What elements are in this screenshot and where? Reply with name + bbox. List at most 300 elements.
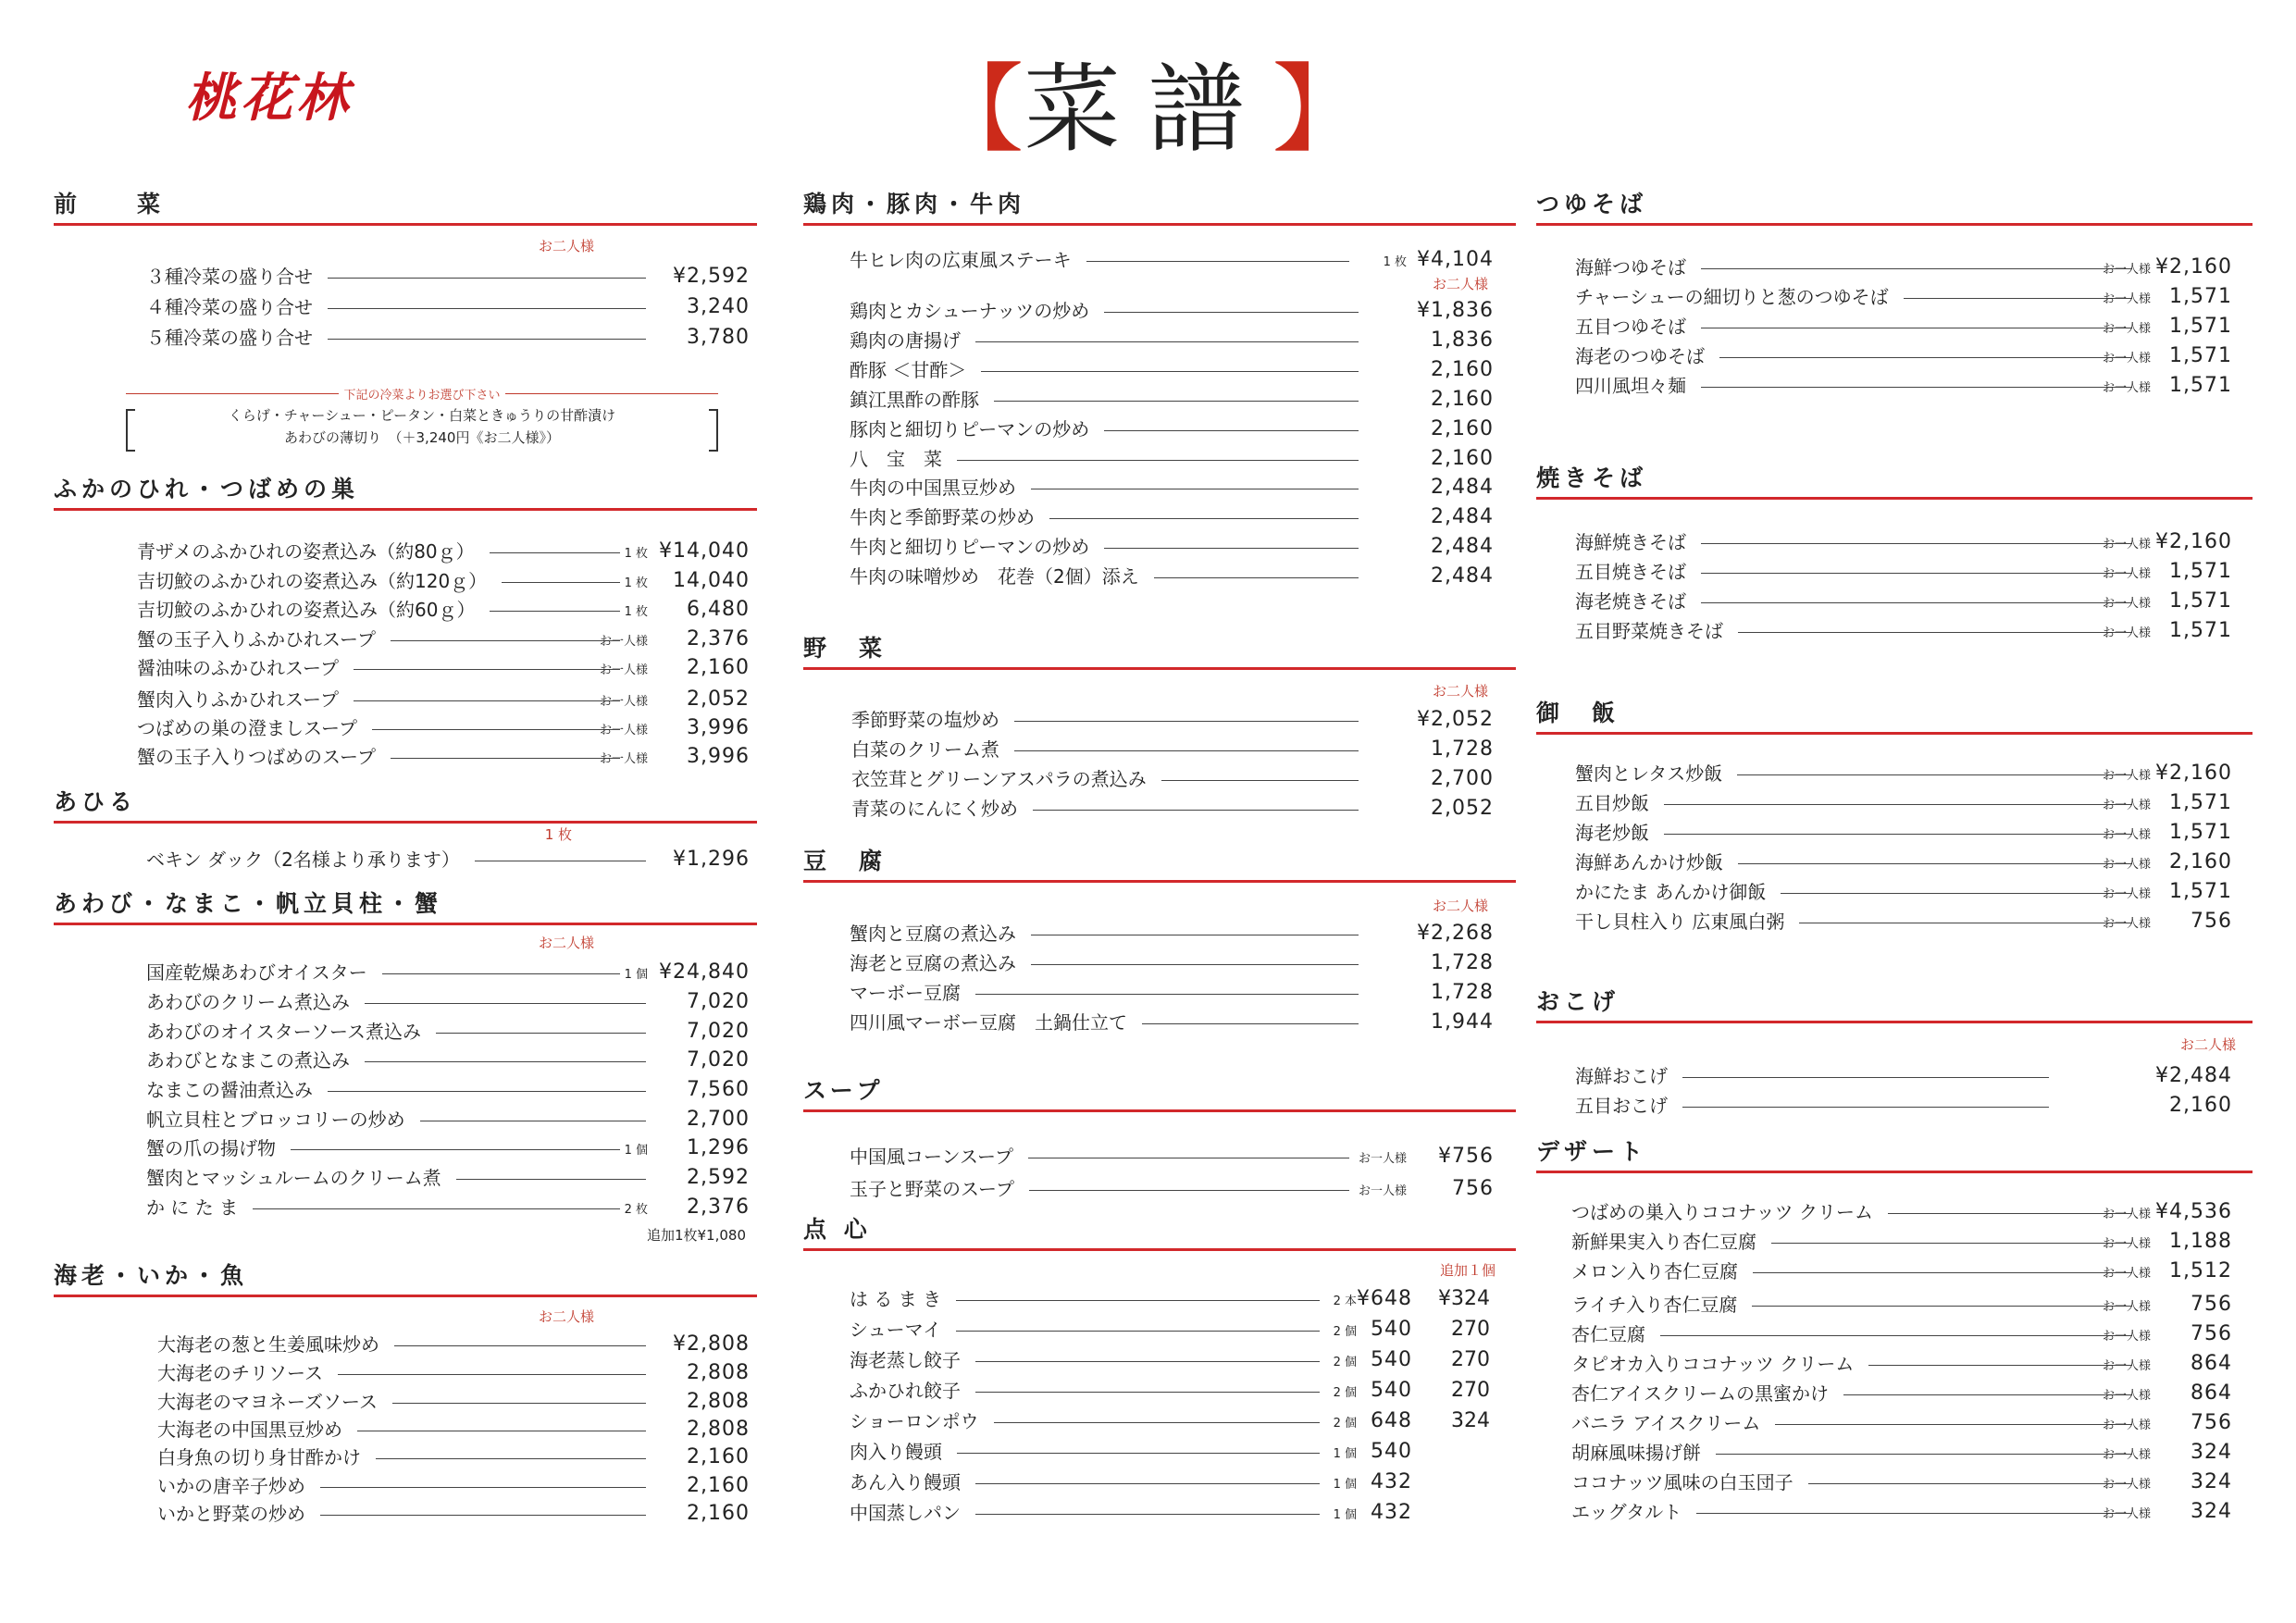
menu-item[interactable]: [54, 1163, 757, 1193]
menu-item[interactable]: [54, 537, 757, 566]
leader-line: [1781, 893, 2132, 894]
leader-line: [328, 339, 646, 340]
menu-item[interactable]: [54, 566, 757, 596]
menu-item-price: 1,571: [2169, 791, 2232, 814]
menu-item[interactable]: [803, 794, 1516, 824]
menu-item[interactable]: [1536, 907, 2253, 936]
menu-item-name: 牛肉と細切りピーマンの炒め: [850, 532, 1089, 562]
menu-item-name: 蟹肉と豆腐の煮込み: [850, 919, 1016, 948]
menu-item-extra-price: 270: [1451, 1379, 1490, 1402]
menu-item-name: 大海老のチリソース: [157, 1358, 323, 1388]
menu-item-price: 324: [2191, 1500, 2232, 1523]
menu-item[interactable]: [54, 292, 757, 322]
menu-item[interactable]: [803, 1437, 1516, 1467]
menu-item[interactable]: [803, 562, 1516, 591]
menu-item[interactable]: [803, 532, 1516, 562]
section-title: 点 心: [803, 1216, 872, 1243]
serving-note: お二人様: [538, 935, 594, 951]
menu-item-price: 3,780: [687, 326, 750, 349]
leader-line: [1696, 1513, 2132, 1514]
serving-unit: お一人様: [2102, 1359, 2151, 1373]
menu-item[interactable]: [1536, 1319, 2253, 1349]
leader-line: [1752, 1306, 2132, 1307]
menu-section-dessert: [1536, 1138, 2253, 1165]
leader-line: [1753, 1272, 2132, 1273]
menu-item[interactable]: [803, 326, 1516, 355]
menu-item-name: 胡麻風味揚げ餅: [1571, 1438, 1701, 1468]
menu-section-yasai: [803, 635, 1516, 662]
menu-item-price: 2,808: [687, 1361, 750, 1384]
menu-item[interactable]: [803, 1008, 1516, 1037]
leader-line: [1086, 261, 1349, 262]
menu-item[interactable]: [1536, 253, 2253, 282]
menu-item[interactable]: [1536, 1497, 2253, 1527]
serving-unit: 1 個: [1333, 1478, 1357, 1492]
title-text: 菜譜: [1024, 53, 1272, 166]
menu-item[interactable]: [803, 764, 1516, 794]
menu-item-name: 大海老の中国黒豆炒め: [157, 1415, 342, 1444]
menu-item[interactable]: [1536, 527, 2253, 557]
serving-unit: お一人様: [2102, 799, 2151, 812]
menu-item-price: ¥648: [1357, 1287, 1412, 1310]
menu-item[interactable]: [54, 262, 757, 291]
leader-line: [975, 341, 1359, 342]
menu-item-price: 756: [2191, 910, 2232, 933]
menu-item[interactable]: [803, 1174, 1516, 1204]
section-title: スープ: [803, 1077, 885, 1104]
menu-item[interactable]: [1536, 818, 2253, 848]
section-divider: [1536, 1021, 2253, 1023]
menu-section-awabi: [54, 890, 757, 917]
menu-item-name: ５種冷菜の盛り合せ: [146, 323, 313, 353]
serving-unit: 1 個: [624, 968, 648, 982]
menu-item-price: 2,376: [687, 627, 750, 650]
menu-item-name: 牛肉の味噌炒め 花巻（2個）添え: [850, 562, 1139, 591]
menu-item-name: 海鮮あんかけ炒飯: [1575, 848, 1723, 877]
menu-item-name: 牛肉の中国黒豆炒め: [850, 473, 1016, 502]
section-divider: [1536, 223, 2253, 226]
section-title: 豆 腐: [803, 848, 887, 874]
menu-item-price: 2,484: [1431, 535, 1494, 558]
serving-unit: お一人様: [2102, 1237, 2151, 1251]
leader-line: [975, 1483, 1320, 1484]
menu-item-price: 756: [2191, 1322, 2232, 1345]
menu-item-price: ¥14,040: [659, 539, 750, 563]
menu-item[interactable]: [54, 987, 757, 1017]
menu-item[interactable]: [1536, 1468, 2253, 1497]
menu-item-price: 1,571: [2169, 285, 2232, 308]
serving-unit: お一人様: [2102, 263, 2151, 277]
menu-item[interactable]: [803, 355, 1516, 385]
leader-line: [1843, 1394, 2132, 1395]
menu-item[interactable]: [1536, 1408, 2253, 1438]
menu-section-fukahire: [54, 476, 757, 502]
menu-item-price: 756: [2191, 1411, 2232, 1434]
menu-item-price: 1,571: [2169, 589, 2232, 613]
leader-line: [382, 973, 620, 974]
menu-item-price: 1,571: [2169, 880, 2232, 903]
menu-item-name: あわびのオイスターソース煮込み: [146, 1017, 421, 1047]
menu-item[interactable]: [1536, 848, 2253, 877]
leader-line: [365, 1003, 646, 1004]
menu-item-name: ベキン ダック（2名様より承ります）: [146, 845, 460, 874]
menu-item[interactable]: [54, 1358, 757, 1388]
serving-unit: お一人様: [2102, 1300, 2151, 1314]
menu-section-ebi: [54, 1262, 757, 1289]
menu-item-price: 864: [2191, 1352, 2232, 1375]
menu-item-name: 衣笠茸とグリーンアスパラの煮込み: [851, 764, 1147, 794]
serving-unit: 1 枚: [1383, 255, 1407, 269]
menu-item[interactable]: [1536, 371, 2253, 401]
serving-unit: 2 個: [1333, 1417, 1357, 1431]
menu-item-name: 中国風コーンスープ: [850, 1142, 1013, 1171]
menu-item[interactable]: [1536, 1349, 2253, 1379]
menu-section-tofu: [803, 848, 1516, 874]
leader-line: [1104, 312, 1359, 313]
menu-item-price: 1,571: [2169, 344, 2232, 367]
menu-item-price: ¥2,160: [2155, 762, 2232, 785]
leader-line: [456, 1179, 646, 1180]
menu-item[interactable]: [803, 415, 1516, 444]
leader-line: [392, 1403, 646, 1404]
menu-item-price: ¥24,840: [659, 960, 750, 984]
menu-item-price: ¥2,484: [2155, 1064, 2232, 1087]
menu-item[interactable]: [54, 742, 757, 772]
leader-line: [975, 1392, 1320, 1393]
menu-item[interactable]: [803, 1315, 1516, 1344]
menu-item-price: 1,836: [1431, 328, 1494, 352]
menu-item-name: バニラ アイスクリーム: [1571, 1408, 1760, 1438]
serving-unit: お一人様: [2102, 769, 2151, 783]
serving-unit: 1 枚: [624, 576, 648, 590]
leader-line: [328, 1091, 646, 1092]
menu-item[interactable]: [803, 1142, 1516, 1171]
serving-unit: お一人様: [2102, 1507, 2151, 1521]
leader-line: [1154, 577, 1359, 578]
menu-item[interactable]: [1536, 1091, 2253, 1121]
leader-line: [394, 1345, 646, 1346]
menu-item-price: 540: [1371, 1348, 1412, 1371]
menu-item-name: 蟹の爪の揚げ物: [146, 1134, 276, 1163]
menu-item-price: 1,296: [687, 1136, 750, 1159]
menu-item-price: 2,160: [2169, 1094, 2232, 1117]
leader-line: [1737, 774, 2132, 775]
menu-item[interactable]: [1536, 1227, 2253, 1257]
menu-item-name: 鶏肉とカシューナッツの炒め: [850, 296, 1089, 326]
menu-item-name: 四川風坦々麺: [1575, 371, 1686, 401]
title-bracket-open: 【: [927, 53, 1024, 166]
menu-item[interactable]: [1536, 1438, 2253, 1468]
menu-item[interactable]: [54, 1387, 757, 1417]
section-title: おこげ: [1536, 988, 1620, 1015]
menu-item[interactable]: [54, 713, 757, 743]
leader-line: [1719, 357, 2132, 358]
section-title: 海老・いか・魚: [54, 1262, 249, 1289]
menu-item[interactable]: [54, 1443, 757, 1472]
menu-item[interactable]: [54, 1105, 757, 1134]
menu-item-price: 2,808: [687, 1418, 750, 1441]
serving-unit: お一人様: [2102, 1330, 2151, 1344]
leader-line: [490, 611, 620, 612]
menu-item-price: ¥2,592: [673, 265, 750, 288]
menu-item[interactable]: [54, 625, 757, 654]
serving-unit: お一人様: [2102, 917, 2151, 931]
menu-item[interactable]: [54, 958, 757, 987]
menu-item[interactable]: [54, 1046, 757, 1075]
restaurant-logo: 桃花林: [185, 68, 352, 129]
menu-item-price: 7,020: [687, 1020, 750, 1043]
menu-item-name: 五目つゆそば: [1575, 312, 1686, 341]
serving-unit: お一人様: [2102, 567, 2151, 581]
menu-section-yakisoba: [1536, 465, 2253, 491]
menu-item-name: ３種冷菜の盛り合せ: [146, 262, 313, 291]
menu-item-price: ¥4,104: [1417, 248, 1494, 271]
serving-unit: 1 個: [624, 1144, 648, 1158]
leader-line: [1738, 863, 2132, 864]
section-title: ふかのひれ・つばめの巣: [54, 476, 360, 502]
menu-item[interactable]: [803, 1406, 1516, 1436]
menu-item[interactable]: [803, 1376, 1516, 1406]
menu-item[interactable]: [803, 444, 1516, 474]
menu-item[interactable]: [803, 735, 1516, 764]
leader-line: [1033, 810, 1359, 811]
menu-item-name: マーボー豆腐: [850, 978, 961, 1008]
menu-item[interactable]: [1536, 282, 2253, 312]
menu-item[interactable]: [1536, 1197, 2253, 1227]
menu-item-price: 2,700: [1431, 767, 1494, 790]
menu-item[interactable]: [803, 1345, 1516, 1375]
menu-item[interactable]: [803, 502, 1516, 532]
menu-item[interactable]: [54, 1193, 757, 1222]
menu-item-price: 2,376: [687, 1196, 750, 1219]
serving-unit: お一人様: [2102, 322, 2151, 336]
menu-item-name: 鶏肉の唐揚げ: [850, 326, 961, 355]
section-divider: [54, 1295, 757, 1297]
serving-unit: お一人様: [1358, 1184, 1407, 1198]
leader-line: [1868, 1365, 2132, 1366]
menu-item[interactable]: [1536, 312, 2253, 341]
menu-item[interactable]: [803, 705, 1516, 735]
menu-item-name: メロン入り杏仁豆腐: [1571, 1257, 1738, 1286]
menu-item-price: 756: [2191, 1293, 2232, 1316]
menu-item-name: ココナッツ風味の白玉団子: [1571, 1468, 1793, 1497]
menu-item-name: 干し貝柱入り 広東風白粥: [1575, 907, 1784, 936]
menu-item-price: 324: [2191, 1470, 2232, 1493]
leader-line: [1701, 268, 2132, 269]
serving-unit: 1 個: [1333, 1508, 1357, 1522]
leader-line: [956, 1300, 1320, 1301]
menu-item-extra-price: 270: [1451, 1348, 1490, 1371]
leader-line: [1660, 1335, 2132, 1336]
menu-section-tsuyusoba: [1536, 191, 2253, 217]
serving-unit: お一人様: [2102, 1478, 2151, 1492]
section-divider: [803, 667, 1516, 670]
menu-item-price: 1,728: [1431, 951, 1494, 974]
section-title: あひる: [54, 788, 138, 815]
serving-unit: お一人様: [2102, 626, 2151, 640]
serving-note: 追加１個: [1439, 1262, 1496, 1279]
menu-item-price: 2,160: [1431, 358, 1494, 381]
leader-line: [354, 669, 620, 670]
menu-item-price: 2,052: [687, 688, 750, 711]
extra-order-note: 追加1枚¥1,080: [646, 1227, 746, 1244]
menu-item-name: 海老と豆腐の煮込み: [850, 948, 1016, 978]
menu-item[interactable]: [1536, 1379, 2253, 1408]
serving-unit: 2 個: [1333, 1325, 1357, 1339]
menu-item[interactable]: [803, 1284, 1516, 1314]
menu-column-left: [54, 0, 757, 1623]
menu-item[interactable]: [1536, 759, 2253, 788]
menu-item[interactable]: [803, 245, 1516, 275]
menu-item-price: 2,484: [1431, 476, 1494, 499]
section-divider: [803, 1109, 1516, 1112]
menu-item-name: 杏仁アイスクリームの黒蜜かけ: [1571, 1379, 1829, 1408]
menu-item[interactable]: [54, 1471, 757, 1501]
menu-item-name: なまこの醤油煮込み: [146, 1075, 313, 1105]
menu-item-price: 3,996: [687, 716, 750, 739]
menu-section-soup: [803, 1077, 1516, 1104]
menu-item-price: 2,160: [687, 656, 750, 679]
menu-item[interactable]: [54, 1134, 757, 1163]
serving-unit: お一人様: [2102, 1208, 2151, 1221]
menu-item[interactable]: [54, 323, 757, 353]
menu-item-price: ¥1,836: [1417, 299, 1494, 322]
menu-item[interactable]: [54, 845, 757, 874]
leader-line: [1808, 1483, 2132, 1484]
menu-item-price: 1,571: [2169, 821, 2232, 844]
menu-item[interactable]: [1536, 341, 2253, 371]
menu-item[interactable]: [803, 1498, 1516, 1528]
menu-item-price: 756: [1452, 1177, 1494, 1200]
serving-note: お二人様: [2179, 1036, 2236, 1053]
leader-line: [1104, 548, 1359, 549]
leader-line: [1771, 1243, 2132, 1244]
menu-item[interactable]: [54, 1415, 757, 1444]
menu-item[interactable]: [54, 1075, 757, 1105]
serving-unit: 1 個: [1333, 1447, 1357, 1461]
menu-item-price: 3,240: [687, 295, 750, 318]
menu-item-price: ¥2,808: [673, 1332, 750, 1356]
leader-line: [1888, 1213, 2132, 1214]
menu-item-name: 青菜のにんにく炒め: [851, 794, 1018, 824]
menu-item-price: 864: [2191, 1381, 2232, 1405]
menu-item[interactable]: [1536, 1290, 2253, 1319]
serving-unit: お一人様: [1358, 1152, 1407, 1166]
menu-item[interactable]: [54, 1330, 757, 1359]
menu-item[interactable]: [803, 1468, 1516, 1497]
menu-item[interactable]: [54, 1017, 757, 1047]
menu-item[interactable]: [1536, 877, 2253, 907]
menu-item-name: タピオカ入りココナッツ クリーム: [1571, 1349, 1854, 1379]
menu-section-tenshin: [803, 1216, 1516, 1243]
serving-unit: お一人様: [599, 724, 648, 737]
leader-line: [1716, 1454, 2132, 1455]
menu-item-price: ¥1,296: [673, 848, 750, 871]
menu-item-price: 2,484: [1431, 505, 1494, 528]
menu-item-name: 季節野菜の塩炒め: [851, 705, 999, 735]
menu-item-name: 玉子と野菜のスープ: [850, 1174, 1014, 1204]
menu-item-name: 海老焼きそば: [1575, 587, 1686, 616]
leader-line: [994, 1422, 1320, 1423]
menu-item[interactable]: [803, 473, 1516, 502]
leader-line: [957, 460, 1359, 461]
menu-item-price: 6,480: [687, 598, 750, 621]
menu-item-name: 五目炒飯: [1575, 788, 1649, 818]
cold-options-heading: 下記の冷菜よりお選び下さい: [126, 385, 718, 403]
menu-item-name: 醤油味のふかひれスープ: [137, 653, 339, 683]
menu-item-price: 2,052: [1431, 797, 1494, 820]
menu-item-price: 1,571: [2169, 560, 2232, 583]
menu-item-name: いかの唐辛子炒め: [157, 1471, 305, 1501]
menu-item[interactable]: [1536, 1061, 2253, 1091]
menu-item-price: 432: [1371, 1470, 1412, 1493]
serving-unit: お一人様: [2102, 597, 2151, 611]
leader-line: [376, 1458, 646, 1459]
leader-line: [391, 758, 620, 759]
menu-item-extra-price: ¥324: [1438, 1287, 1490, 1310]
leader-line: [490, 552, 620, 553]
menu-item-name: 中国蒸しパン: [850, 1498, 961, 1528]
menu-item-name: 豚肉と細切りピーマンの炒め: [850, 415, 1089, 444]
section-divider: [54, 821, 757, 824]
leader-line: [391, 640, 620, 641]
menu-item[interactable]: [54, 685, 757, 714]
leader-line: [1014, 750, 1359, 751]
menu-item[interactable]: [803, 296, 1516, 326]
leader-line: [328, 278, 646, 279]
menu-item-name: 帆立貝柱とブロッコリーの炒め: [146, 1105, 405, 1134]
section-divider: [54, 223, 757, 226]
section-title: 前 菜: [54, 191, 166, 217]
serving-unit: お一人様: [2102, 538, 2151, 551]
leader-line: [502, 582, 620, 583]
serving-note: お二人様: [538, 238, 594, 254]
menu-item[interactable]: [54, 595, 757, 625]
menu-item-price: 1,512: [2169, 1259, 2232, 1282]
menu-item-name: 五目野菜焼きそば: [1575, 616, 1723, 646]
menu-item-price: 1,571: [2169, 619, 2232, 642]
menu-item-price: 1,188: [2169, 1230, 2232, 1253]
menu-item[interactable]: [1536, 587, 2253, 616]
menu-item[interactable]: [803, 919, 1516, 948]
menu-section-meat: [803, 191, 1516, 217]
menu-item[interactable]: [1536, 616, 2253, 646]
menu-item-price: 2,160: [1431, 388, 1494, 411]
menu-item-price: 2,700: [687, 1108, 750, 1131]
menu-item-name: 吉切鮫のふかひれの姿煮込み（約120ｇ）: [137, 566, 487, 596]
serving-unit: 1 枚: [624, 605, 648, 619]
section-divider: [54, 508, 757, 511]
menu-item-name: エッグタルト: [1571, 1497, 1682, 1527]
menu-item[interactable]: [54, 653, 757, 683]
menu-item[interactable]: [803, 948, 1516, 978]
leader-line: [1701, 602, 2132, 603]
leader-line: [372, 729, 620, 730]
menu-item[interactable]: [803, 978, 1516, 1008]
menu-item[interactable]: [54, 1499, 757, 1529]
menu-item[interactable]: [1536, 557, 2253, 587]
menu-item-name: 大海老の葱と生姜風味炒め: [157, 1330, 379, 1359]
menu-section-ahiru: [54, 788, 757, 815]
menu-item-name: 青ザメのふかひれの姿煮込み（約80ｇ）: [137, 537, 475, 566]
menu-item[interactable]: [1536, 788, 2253, 818]
menu-item-name: 海老蒸し餃子: [850, 1345, 961, 1375]
menu-item[interactable]: [803, 385, 1516, 415]
menu-item-name: か に た ま: [146, 1193, 238, 1222]
menu-item-price: 2,808: [687, 1390, 750, 1413]
menu-item[interactable]: [1536, 1257, 2253, 1286]
leader-line: [975, 1514, 1320, 1515]
